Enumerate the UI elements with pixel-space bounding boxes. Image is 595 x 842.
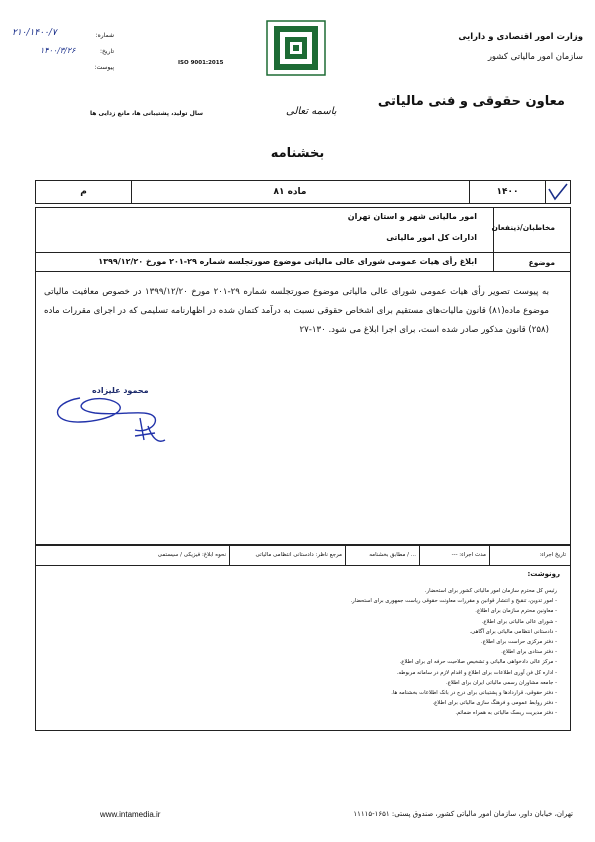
article-reference: ماده ۸۱ xyxy=(273,187,307,197)
execution-date: تاریخ اجراء: xyxy=(539,552,566,558)
body-paragraph: به پیوست تصویر رأی هیات عمومی شورای عالی مالیاتی موضوع صورتجلسه شماره ۲۹-۲۰۱ مورخ ۱۳۹۹/۱۲/۲۰ در خصوص معافیت مالیاتی موضوع ماده(۸۱) قانون مالیات‌های مستقیم برای اشخاص حقوقی نسبت به درآمد کتمان شده در اظهارنامه تسلیمی که در اجرای مقررات ماده (۲۵۸) قانون مذکور صادر شده است، برای اجرا ابلاغ می شود. ۱۳۰-۲۷ xyxy=(44,287,549,335)
supervising-authority: مرجع ناظر: دادستانی انتظامی مالیاتی xyxy=(255,552,342,558)
label-attachment: پیوست: xyxy=(94,64,114,71)
deputy-title: معاون حقوقی و فنی مالیاتی xyxy=(377,94,565,109)
repealed-circulars: ... / مطابق بخشنامه xyxy=(369,552,416,558)
notification-method: نحوه ابلاغ: فیزیکی / سیستمی xyxy=(157,552,226,558)
addressees-label: مخاطبان/ذینفعان xyxy=(491,223,555,232)
cc-item: - جامعه مشاوران رسمی مالیاتی ایران برای اطلاع. xyxy=(445,679,557,686)
cc-item: - دفتر مدیریت ریسک مالیاتی به همراه ضمائم. xyxy=(455,710,557,717)
label-date: تاریخ: xyxy=(100,48,114,55)
cc-item: - شورای عالی مالیاتی برای اطلاع. xyxy=(481,618,557,625)
cc-item: - مرکز عالی دادخواهی مالیاتی و تشخیص صلاحیت حرفه ای برای اطلاع. xyxy=(399,659,557,666)
cc-item: - دفتر حقوقی، قراردادها و پشتیبانی برای درج در بانک اطلاعات بخشنامه ها. xyxy=(391,690,557,696)
label-number: شماره: xyxy=(95,32,114,39)
cc-item: - دفتر روابط عمومی و فرهنگ سازی مالیاتی برای اطلاع. xyxy=(432,700,557,707)
subject-label: موضوع xyxy=(528,258,555,267)
cc-items xyxy=(35,564,569,730)
cc-item: - دادستانی انتظامی مالیاتی برای آگاهی. xyxy=(469,628,557,635)
circular-number: ۱۴۰۰ xyxy=(496,187,519,197)
cc-title: رونوشت: xyxy=(527,570,560,578)
circular-code: م xyxy=(80,187,87,197)
postal-address: تهران، خیابان داور، سازمان امور مالیاتی کشور، صندوق پستی: ۱۶۵۱-۱۱۱۱۵ xyxy=(353,810,573,818)
cc-item: - اداره کل فن آوری اطلاعات برای اطلاع و اقدام لازم در سامانه مربوطه. xyxy=(396,669,557,676)
check-mark-icon xyxy=(546,181,570,203)
organization-emblem xyxy=(266,20,326,76)
reference-labels xyxy=(84,28,114,76)
reference-number: ۲۱۰/۱۴۰۰/۷ xyxy=(12,28,57,38)
addressee-line-1: امور مالیاتی شهر و استان تهران xyxy=(347,212,477,221)
signatory-name: محمود علیزاده xyxy=(92,386,149,395)
cc-item: رئیس کل محترم سازمان امور مالیاتی کشور برای استحضار. xyxy=(424,588,557,594)
execution-duration: مدت اجراء: --- xyxy=(451,552,486,558)
ministry-name: وزارت امور اقتصادی و دارایی xyxy=(458,32,583,42)
iso-label: ISO 9001:2015 xyxy=(178,60,224,66)
cc-item: - دفتر ستادی برای اطلاع. xyxy=(501,649,557,656)
subject-text: ابلاغ رأی هیات عمومی شورای عالی مالیاتی موضوع صورتجلسه شماره ۲۹-۲۰۱ مورخ ۱۳۹۹/۱۲/۲۰ xyxy=(98,257,477,266)
basmala: باسمه تعالی xyxy=(286,106,337,117)
reference-date: ۱۴۰۰/۳/۲۶ xyxy=(40,46,76,55)
document-title: بخشنامه xyxy=(270,146,325,161)
website-link[interactable]: www.intamedia.ir xyxy=(100,810,161,819)
organization-name: سازمان امور مالیاتی کشور xyxy=(487,52,583,62)
execution-info-row xyxy=(35,544,571,566)
cc-item: - دفتر مرکزی حراست برای اطلاع. xyxy=(480,639,557,645)
cc-item: - معاونین محترم سازمان برای اطلاع. xyxy=(475,608,557,615)
year-slogan: سال تولید، پشتیبانی ها، مانع زدایی ها xyxy=(90,110,203,117)
circular-info-row xyxy=(35,180,571,204)
cc-item: - امور تدوین، تنقیح و انتشار قوانین و مقررات معاونت حقوقی ریاست جمهوری برای استحضار. xyxy=(350,598,557,605)
addressee-line-2: ادارات کل امور مالیاتی xyxy=(386,233,477,242)
